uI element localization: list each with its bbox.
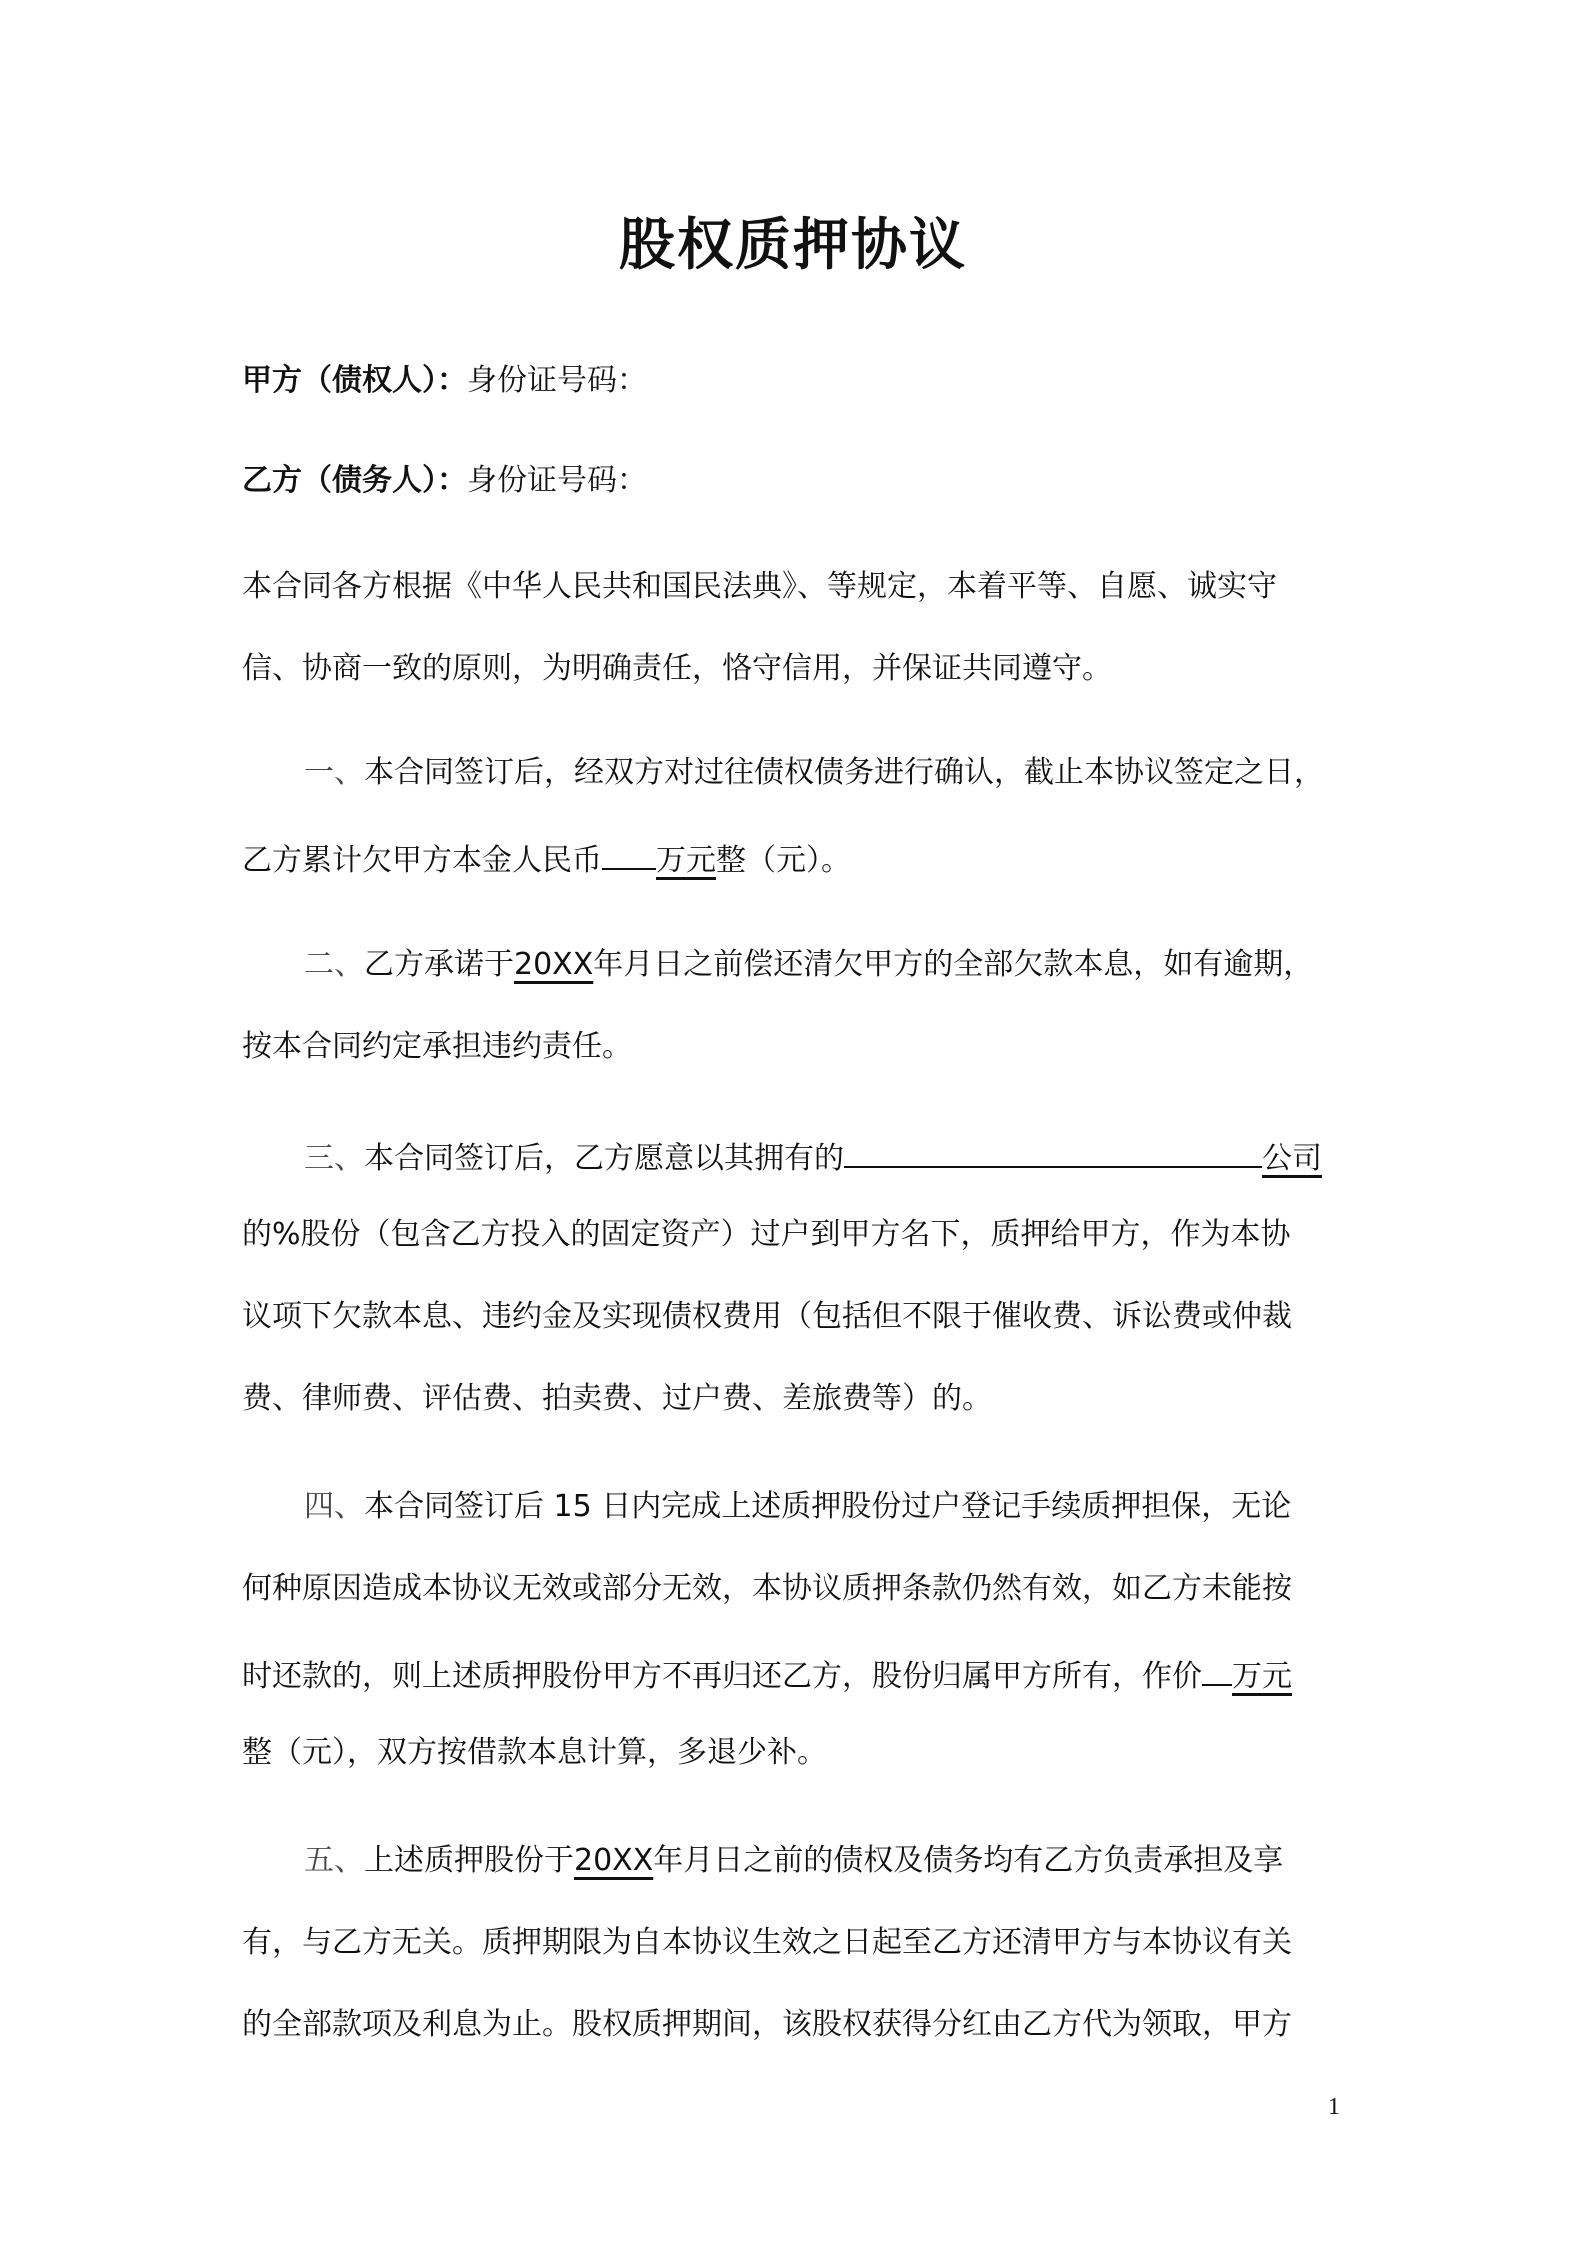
document-title: 股权质押协议: [619, 213, 967, 278]
valuation-amount-blank: [1202, 1646, 1232, 1686]
clause-5-line-2: 有，与乙方无关。质押期限为自本协议生效之日起至乙方还清甲方与本协议有关: [242, 1925, 1292, 1960]
clause-3-line-2: 的%股份（包含乙方投入的固定资产）过户到甲方名下，质押给甲方，作为本协: [242, 1217, 1291, 1252]
clause-3-line-1: [304, 1128, 1322, 1184]
party-b-id-label: 身份证号码：: [467, 463, 647, 498]
clause-4-line-4: 整（元），双方按借款本息计算，多退少补。: [242, 1735, 827, 1770]
clause-4-number: 四、: [304, 1489, 364, 1524]
clause-1-line-2: [242, 830, 851, 886]
valuation-amount-unit: 万元: [1232, 1659, 1292, 1694]
clause-3-line-4: 费、律师费、评估费、拍卖费、过户费、差旅费等）的。: [242, 1381, 992, 1416]
clause-2-number: 二、: [304, 947, 364, 982]
clause-5-line-1: [304, 1836, 1283, 1886]
clause-1-text-3: 整（元）。: [716, 843, 851, 878]
clause-5-number: 五、: [304, 1843, 364, 1878]
company-suffix: 公司: [1262, 1141, 1322, 1176]
clause-1-line-1: [304, 748, 1324, 798]
clause-1-number: 一、: [304, 755, 364, 790]
clause-2-line-2: 按本合同约定承担违约责任。: [242, 1029, 632, 1064]
clause-4-text-1: 本合同签订后 15 日内完成上述质押股份过户登记手续质押担保，无论: [364, 1489, 1292, 1524]
clause-5-year: 20XX: [574, 1843, 654, 1878]
clause-5-text-2: 年月日之前的债权及债务均有乙方负责承担及享: [653, 1843, 1284, 1878]
clause-3-text-1: 本合同签订后，乙方愿意以其拥有的: [364, 1141, 844, 1176]
principal-amount-unit: 万元: [656, 843, 716, 878]
party-b-line: [242, 456, 647, 506]
clause-3-number: 三、: [304, 1141, 364, 1176]
clause-5-line-3: 的全部款项及利息为止。股权质押期间，该股权获得分红由乙方代为领取，甲方: [242, 2007, 1292, 2042]
clause-1-text-1: 本合同签订后，经双方对过往债权债务进行确认，截止本协议签定之日，: [364, 755, 1324, 790]
clause-3-line-3: 议项下欠款本息、违约金及实现债权费用（包括但不限于催收费、诉讼费或仲裁: [242, 1299, 1292, 1334]
party-a-id-label: 身份证号码：: [467, 363, 647, 398]
party-a-label: 甲方（债权人）：: [242, 363, 467, 398]
clause-2-line-1: [304, 940, 1313, 990]
clause-4-line-1: [304, 1482, 1291, 1532]
clause-4-line-3: [242, 1646, 1292, 1702]
clause-1-text-2: 乙方累计欠甲方本金人民币: [242, 843, 602, 878]
clause-4-line-2: 何种原因造成本协议无效或部分无效，本协议质押条款仍然有效，如乙方未能按: [242, 1571, 1292, 1606]
clause-4-text-3: 时还款的，则上述质押股份甲方不再归还乙方，股份归属甲方所有，作价: [242, 1659, 1202, 1694]
clause-2-year: 20XX: [514, 947, 594, 982]
clause-2-text-2: 年月日之前偿还清欠甲方的全部欠款本息，如有逾期，: [593, 947, 1314, 982]
intro-line-2: 信、协商一致的原则，为明确责任，恪守信用，并保证共同遵守。: [242, 651, 1112, 686]
company-name-blank: [844, 1128, 1262, 1168]
intro-line-1: 本合同各方根据《中华人民共和国民法典》、等规定，本着平等、自愿、诚实守: [242, 569, 1277, 604]
page-number: 1: [1328, 2094, 1340, 2120]
clause-2-text-1: 乙方承诺于: [364, 947, 514, 982]
principal-amount-blank: [602, 830, 656, 870]
party-b-label: 乙方（债务人）：: [242, 463, 467, 498]
clause-5-text-1: 上述质押股份于: [364, 1843, 574, 1878]
party-a-line: [242, 356, 647, 406]
